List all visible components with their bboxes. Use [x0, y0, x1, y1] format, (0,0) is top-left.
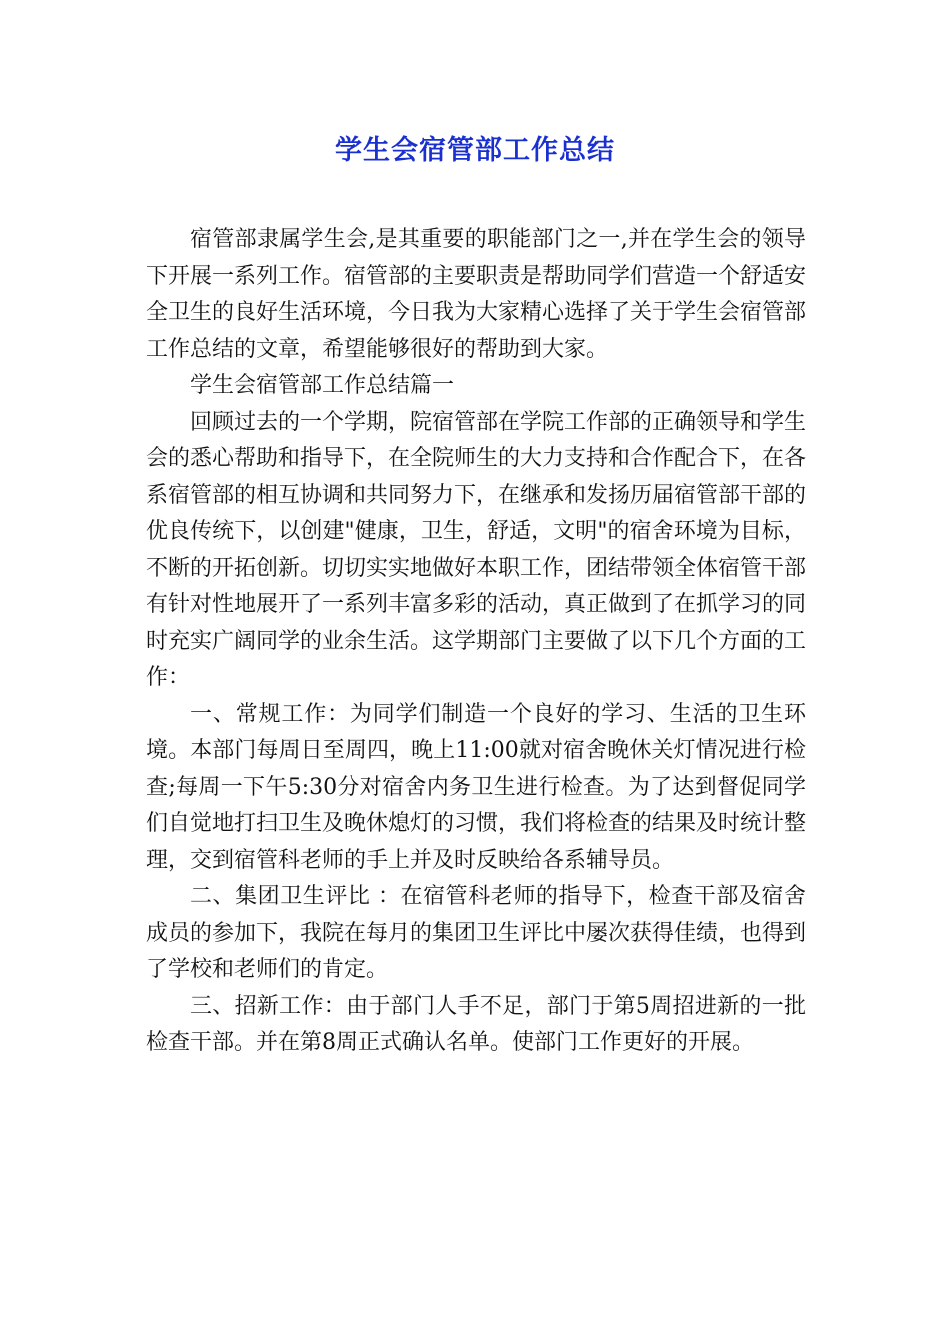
document-body [146, 222, 806, 1062]
paragraph-intro: 宿管部隶属学生会,是其重要的职能部门之一,并在学生会的领导下开展一系列工作。宿管部的主要职责是帮助同学们营造一个舒适安全卫生的良好生活环境，今日我为大家精心选择了关于学生会宿管部工作总结的文章，希望能够很好的帮助到大家。 [146, 227, 807, 362]
paragraph-hygiene-contest: 二、集团卫生评比 ：在宿管科老师的指导下，检查干部及宿舍成员的参加下，我院在每月的集团卫生评比中屡次获得佳绩，也得到了学校和老师们的肯定。 [146, 884, 807, 982]
paragraph-review: 回顾过去的一个学期，院宿管部在学院工作部的正确领导和学生会的悉心帮助和指导下，在全院师生的大力支持和合作配合下，在各系宿管部的相互协调和共同努力下，在继承和发扬历届宿管部干部的优良传统下，以创建"健康，卫生，舒适，文明"的宿舍环境为目标，不断的开拓创新。切切实实地做好本职工作，团结带领全体宿管干部有针对性地展开了一系列丰富多彩的活动，真正做到了在抓学习的同时充实广阔同学的业余生活。这学期部门主要做了以下几个方面的工作： [146, 409, 807, 690]
paragraph-recruitment: 三、招新工作：由于部门人手不足，部门于第5周招进新的一批检查干部。并在第8周正式确认名单。使部门工作更好的开展。 [146, 993, 806, 1055]
section-heading: 学生会宿管部工作总结篇一 [190, 373, 455, 398]
paragraph-routine-work: 一、常规工作：为同学们制造一个良好的学习、生活的卫生环境。本部门每周日至周四，晚上11:00就对宿舍晚休关灯情况进行检查;每周一下午5:30分对宿舍内务卫生进行检查。为了达到督促同学们自觉地打扫卫生及晚休熄灯的习惯，我们将检查的结果及时统计整理，交到宿管科老师的手上并及时反映给各系辅导员。 [146, 701, 807, 873]
document-title: 学生会宿管部工作总结 [335, 135, 615, 166]
